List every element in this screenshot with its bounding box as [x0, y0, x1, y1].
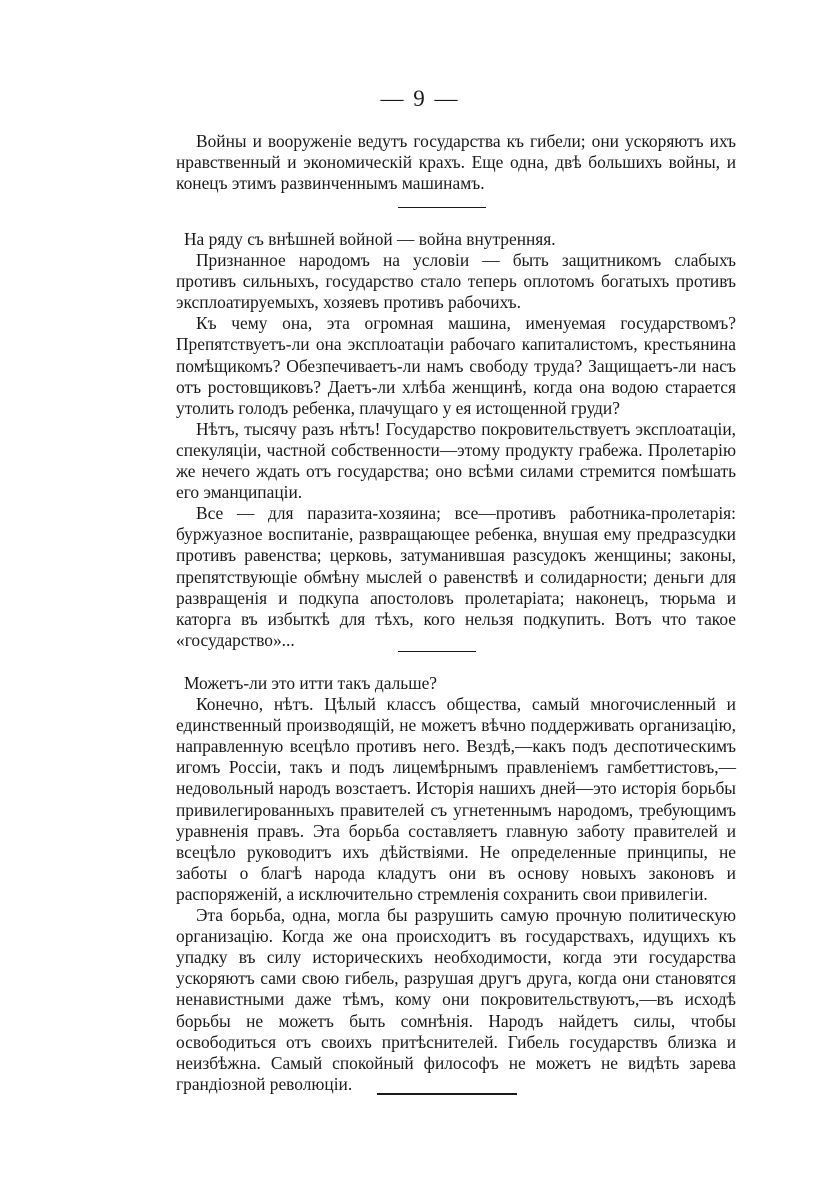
paragraph: Можетъ-ли это итти такъ дальше? [184, 673, 438, 693]
paragraph: Нѣтъ, тысячу разъ нѣтъ! Государство покровительствуетъ эксплоатаціи, спекуляціи, частной собственности—этому продукту грабежа. Пролетарію же нечего ждать отъ государства; оно всѣми силами стремится помѣшать его эманципаціи. [176, 418, 736, 503]
section-war [176, 131, 736, 194]
paragraph: Все — для паразита-хозяина; все—противъ работника-пролетарія: буржуазное воспитаніе, развращающее ребенка, внушая ему предразсудки противъ равенства; церковь, затуманившая разсудокъ женщины; законы, препятствующіе обмѣну мыслей о равенствѣ и солидарности; деньги для развращенія и подкупа апостоловъ пролетаріата; наконецъ, тюрьма и каторга въ избыткѣ для тѣхъ, кого нельзя подкупить. Вотъ что такое «государство»... [176, 503, 736, 650]
section-revolution [176, 673, 736, 1095]
paragraph: Конечно, нѣтъ. Цѣлый классъ общества, самый многочисленный и единственный производящій, не можетъ вѣчно поддерживать организацію, направленную всецѣло противъ него. Вездѣ,—какъ подъ деспотическимъ игомъ Россіи, такъ и подъ лицемѣрнымъ правленіемъ гамбеттистовъ,—недовольный народъ возстаетъ. Исторія нашихъ дней—это исторія борьбы привилегированныхъ правителей съ угнетеннымъ народомъ, требующимъ уравненія правъ. Эта борьба составляетъ главную заботу правителей и всецѣло руководитъ ихъ дѣйствіями. Не определенные принципы, не заботы о благѣ народа кладутъ они въ основу новыхъ законовъ и распоряженій, а исключительно стремленія сохранить свои привилегіи. [176, 694, 736, 904]
paragraph: Войны и вооруженіе ведутъ государства къ гибели; они ускоряютъ ихъ нравственный и экономическій крахъ. Еще одна, двѣ большихъ войны, и конецъ этимъ развинченнымъ машинамъ. [176, 131, 736, 194]
section-internal-war [176, 229, 736, 651]
page-number: — 9 — [380, 86, 460, 111]
paragraph: Признанное народомъ на условіи — быть защитникомъ слабыхъ противъ сильныхъ, государство стало теперь оплотомъ богатыхъ противъ эксплоатируемыхъ, хозяевъ противъ рабочихъ. [176, 250, 736, 313]
section-divider [398, 651, 476, 652]
section-divider [398, 207, 486, 208]
paragraph: На ряду съ внѣшней войной — война внутренняя. [184, 229, 556, 249]
paragraph: Къ чему она, эта огромная машина, именуемая государствомъ? Препятствуетъ-ли она эксплоатаціи рабочаго капиталистомъ, крестьянина помѣщикомъ? Обезпечиваетъ-ли намъ свободу труда? Защищаетъ-ли насъ отъ ростовщиковъ? Даетъ-ли хлѣба женщинѣ, когда она водою старается утолить голодъ ребенка, плачущаго у ея истощенной груди? [176, 313, 736, 418]
paragraph: Эта борьба, одна, могла бы разрушить самую прочную политическую организацію. Когда же она происходитъ въ государствахъ, идущихъ къ упадку въ силу историческихъ необходимости, когда эти государства ускоряютъ сами свою гибель, разрушая другъ друга, когда они становятся ненавистными даже тѣмъ, кому они покровительствуютъ,—въ исходѣ борьбы не можетъ быть сомнѣнія. Народъ найдетъ силы, чтобы освободиться отъ своихъ притѣснителей. Гибель государствъ близка и неизбѣжна. Самый спокойный философъ не можетъ не видѣть зарева грандіозной революціи. [176, 905, 736, 1094]
section-divider [377, 1093, 517, 1095]
